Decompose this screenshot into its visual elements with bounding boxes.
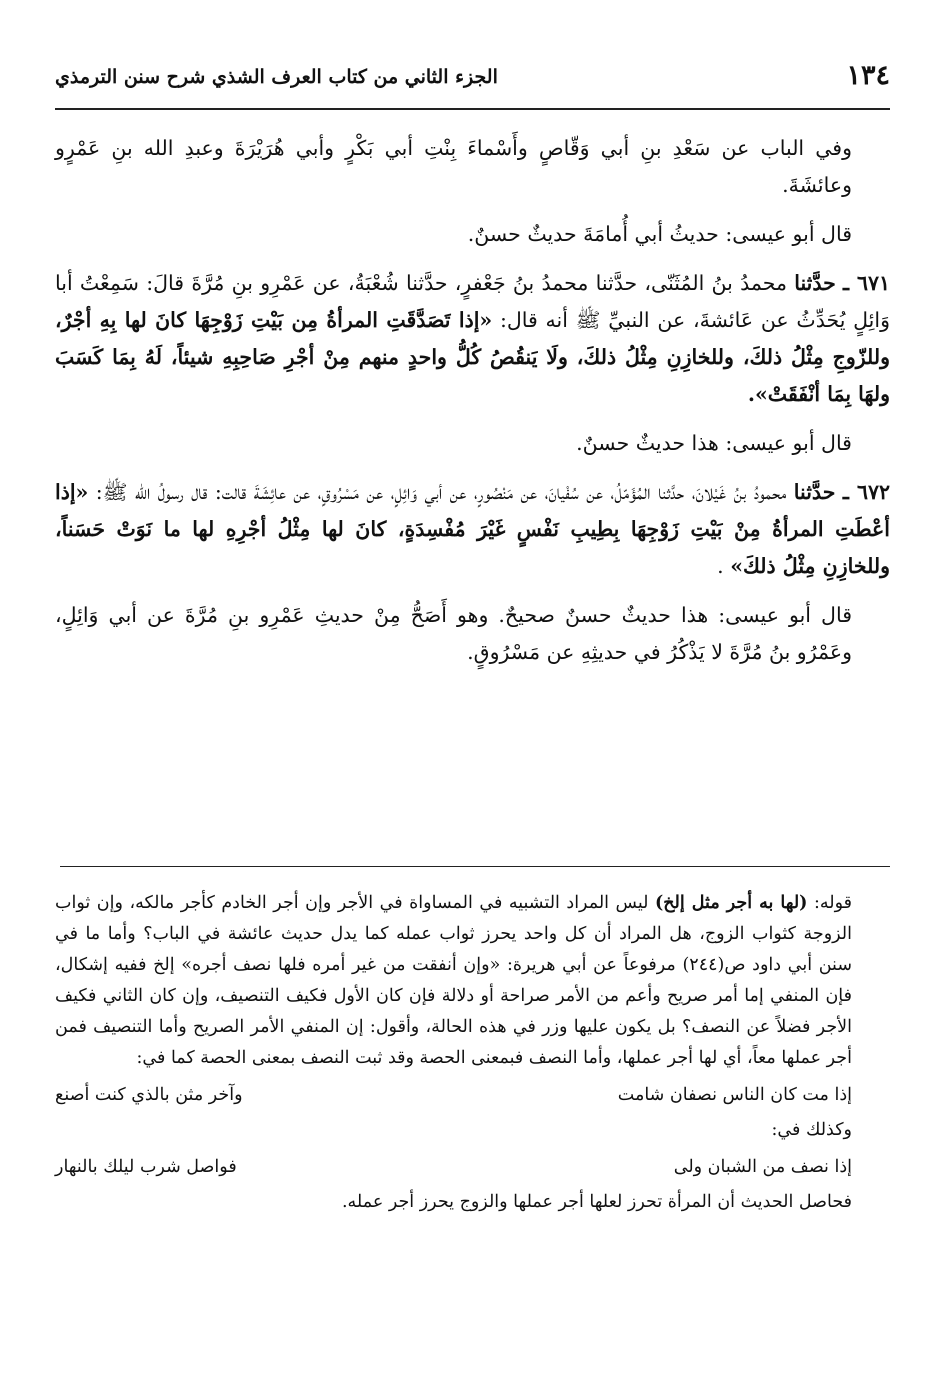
hadith-matn: «إذا تَصَدَّقَتِ المرأةُ مِن بَيْتِ زَوْجِهَا كانَ لها بِهِ أجْرٌ، وللزّوجِ مِثْلُ ذلكَ، وللخازِنِ مِثْلُ ذلكَ، ولَا يَنقُصُ كُلُّ واحدٍ منهم مِنْ أجْرِ صَاحِبِهِ شيئاً، لَهُ بِمَا كَسَبَ ولهَا بِمَا أنْفَقَتْ». — [55, 308, 890, 406]
hadith-number: ٦٧١ ـ — [843, 271, 890, 295]
hadith-672 — [55, 474, 890, 585]
bab-paragraph: وفي الباب عن سَعْدِ بنِ أبي وَقّاصٍ وأَسْماءَ بِنْتِ أبي بَكْرٍ وأبي هُرَيْرَةَ وعبدِ الله بنِ عَمْرٍو وعائشَةَ. — [55, 136, 852, 197]
commentary-bridge: وكذلك في: — [771, 1120, 852, 1140]
verse-first-hemistich: إذا مت كان الناس نصفان شامت — [617, 1085, 852, 1105]
commentary-lead: قوله: — [807, 893, 852, 913]
abu-isa-comment-1: قال أبو عيسى: حديثُ أبي أُمامَةَ حديثٌ حسنٌ. — [467, 222, 852, 246]
verse-second-hemistich: وآخر مثن بالذي كنت أصنع — [55, 1085, 243, 1105]
poetry-verse-1 — [55, 1080, 890, 1111]
page-number: ١٣٤ — [846, 60, 890, 91]
hadith-keyword: حدَّثنا — [794, 271, 836, 295]
hadith-isnad: محمودُ بنُ غَيْلانَ، حدَّثنا المُؤَمّلُ، عن سُفْيانَ، عن مَنْصُورٍ، عن أبي وَائِلٍ، عن مَسْرُوقٍ، عن عائِشَةَ قالت: قال رسولُ الله ﷺ: — [88, 480, 794, 504]
commentary-paragraph — [55, 888, 890, 1074]
abu-isa-comment-2: قال أبو عيسى: هذا حديثٌ حسنٌ. — [576, 431, 852, 455]
verse-second-hemistich: فواصل شرب ليلك بالنهار — [55, 1157, 237, 1177]
hadith-matn: «إذا أعْطَتِ المرأةُ مِنْ بَيْتِ زَوْجِهَا بِطِيبِ نَفْسٍ غَيْرَ مُفْسِدَةٍ، كانَ لها مِثْلُ أجْرِهِ لها ما نَوَتْ حَسَناً، وللخازِنِ مِثْلُ ذلكَ» — [55, 480, 890, 578]
main-text — [55, 130, 890, 683]
commentary — [55, 888, 890, 1218]
hadith-isnad: محمدُ بنُ المُثَنّى، حدَّثنا محمدُ بنُ جَعْفرٍ، حدَّثنا شُعْبَةُ، عن عَمْرِو بنِ مُرَّةَ قالَ: سَمِعْتُ أبا وَائِلٍ يُحَدِّثُ عن عَائشةَ، عن النبيِّ ﷺ أنه قال: — [55, 271, 890, 332]
page-header — [55, 58, 890, 110]
commentary-conclusion: فحاصل الحديث أن المرأة تحرز لعلها أجر عملها والزوج يحرز أجر عمله. — [341, 1192, 852, 1212]
abu-isa-comment-3: قال أبو عيسى: هذا حديثٌ حسنٌ صحيحٌ. وهو أَصَحُّ مِنْ حديثِ عَمْرِو بنِ مُرَّةَ عن أبي وَائِلٍ، وعَمْرُو بنُ مُرَّةَ لا يَذْكُرُ في حديثِهِ عن مَسْرُوقٍ. — [55, 603, 852, 664]
footnote-divider — [60, 866, 890, 867]
hadith-number: ٦٧٢ ـ — [842, 480, 890, 504]
running-title: الجزء الثاني من كتاب العرف الشذي شرح سنن الترمذي — [55, 66, 498, 88]
hadith-keyword: حدَّثنا — [793, 480, 836, 504]
verse-first-hemistich: إذا نصف من الشبان ولى — [673, 1157, 852, 1177]
poetry-verse-2 — [55, 1152, 890, 1183]
hadith-end: . — [717, 554, 731, 578]
hadith-671 — [55, 265, 890, 413]
commentary-body: ليس المراد التشبيه في المساواة في الأجر وإن أجر الخادم كأجر مالكه، وإن ثواب الزوجة كثواب الزوج، هل المراد أن كل واحد يحرز ثواب عمله كما يدل حديث عائشة في الباب؟ وأما ما في سنن أبي داود ص(٢٤٤) مرفوعاً عن أبي هريرة: «وإن أنفقت من غير أمره فلها نصف أجره» إلخ ففيه إشكال، فإن المنفي إما أمر صريح وأعم من الأمر صراحة أو دلالة فإن كان الأول فكيف التنصيف، وإن كان الثاني فكيف الأجر فضلاً عن النصف؟ بل يكون عليها وزر في هذه الحالة، وأقول: إن المنفي الأمر الصريح وأما التنصيف فمن أجر عملها معاً، أي لها أجر عملها، وأما النصف فبمعنى الحصة وقد ثبت النصف بمعنى الحصة كما في: — [55, 893, 853, 1068]
commentary-lemma: (لها به أجر مثل إلخ) — [654, 893, 808, 913]
